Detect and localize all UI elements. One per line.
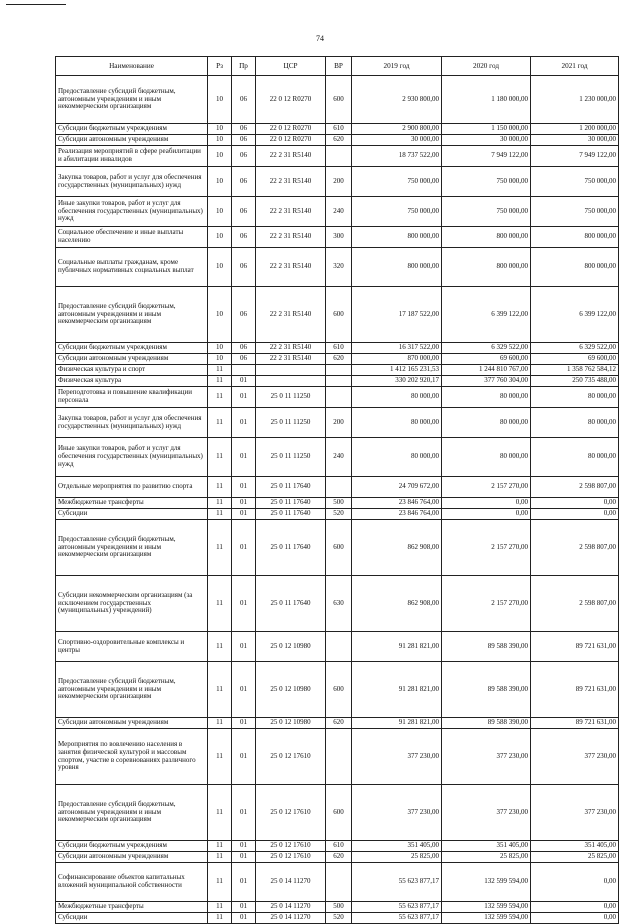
- cell-2020: 69 600,00: [442, 354, 531, 365]
- table-row: [56, 785, 619, 841]
- cell-2021: 0,00: [531, 863, 619, 902]
- cell-pr: 01: [232, 438, 256, 477]
- cell-name: Отдельные мероприятия по развитию спорта: [56, 477, 208, 498]
- cell-pr: 06: [232, 167, 256, 197]
- cell-rz: 11: [208, 365, 232, 376]
- cell-2019: 17 187 522,00: [352, 287, 442, 343]
- cell-2020: 80 000,00: [442, 408, 531, 438]
- cell-name: Субсидии бюджетным учреждениям: [56, 124, 208, 135]
- cell-2019: 55 623 877,17: [352, 902, 442, 913]
- cell-vr: 500: [326, 902, 352, 913]
- cell-pr: 01: [232, 729, 256, 785]
- cell-name: Субсидии некоммерческим организациям (за исключением государственных (муниципальных) учреждений): [56, 576, 208, 632]
- cell-name: Закупка товаров, работ и услуг для обеспечения государственных (муниципальных) нужд: [56, 408, 208, 438]
- cell-2019: 377 230,00: [352, 785, 442, 841]
- cell-name: Межбюджетные трансферты: [56, 902, 208, 913]
- cell-name: Субсидии: [56, 913, 208, 924]
- cell-rz: 11: [208, 576, 232, 632]
- cell-vr: 630: [326, 576, 352, 632]
- cell-name: Предоставление субсидий бюджетным, автономным учреждениям и иным некоммерческим организациям: [56, 76, 208, 124]
- cell-pr: 01: [232, 913, 256, 924]
- cell-rz: 11: [208, 902, 232, 913]
- cell-vr: [326, 376, 352, 387]
- cell-2021: 69 600,00: [531, 354, 619, 365]
- table-row: [56, 387, 619, 408]
- cell-2020: 377 230,00: [442, 785, 531, 841]
- table-row: [56, 197, 619, 227]
- table-body: [56, 76, 619, 924]
- cell-2020: 80 000,00: [442, 438, 531, 477]
- cell-2020: 25 825,00: [442, 852, 531, 863]
- header-2020: 2020 год: [442, 57, 531, 76]
- cell-2021: 800 000,00: [531, 227, 619, 248]
- cell-pr: 01: [232, 509, 256, 520]
- cell-csr: 25 0 11 11250: [256, 387, 326, 408]
- table-row: [56, 354, 619, 365]
- cell-2021: 80 000,00: [531, 387, 619, 408]
- cell-vr: 600: [326, 520, 352, 576]
- cell-2021: 2 598 807,00: [531, 520, 619, 576]
- cell-pr: [232, 365, 256, 376]
- cell-2019: 330 202 920,17: [352, 376, 442, 387]
- cell-2021: 30 000,00: [531, 135, 619, 146]
- cell-vr: [326, 387, 352, 408]
- header-2021: 2021 год: [531, 57, 619, 76]
- cell-csr: 25 0 11 17640: [256, 576, 326, 632]
- cell-2020: 1 150 000,00: [442, 124, 531, 135]
- cell-name: Иные закупки товаров, работ и услуг для обеспечения государственных (муниципальных) нужд: [56, 197, 208, 227]
- cell-csr: 22 2 31 R5140: [256, 197, 326, 227]
- cell-2019: 750 000,00: [352, 167, 442, 197]
- cell-2021: 2 598 807,00: [531, 477, 619, 498]
- cell-2021: 25 825,00: [531, 852, 619, 863]
- cell-vr: 200: [326, 167, 352, 197]
- cell-vr: 600: [326, 785, 352, 841]
- cell-rz: 10: [208, 146, 232, 167]
- cell-rz: 10: [208, 354, 232, 365]
- cell-name: Субсидии автономным учреждениям: [56, 135, 208, 146]
- cell-vr: 600: [326, 287, 352, 343]
- cell-csr: 25 0 11 17640: [256, 509, 326, 520]
- table-row: [56, 852, 619, 863]
- cell-2020: 750 000,00: [442, 167, 531, 197]
- cell-vr: 600: [326, 76, 352, 124]
- cell-pr: 06: [232, 287, 256, 343]
- cell-name: Социальное обеспечение и иные выплаты населению: [56, 227, 208, 248]
- header-name: Наименование: [56, 57, 208, 76]
- cell-name: Предоставление субсидий бюджетным, автономным учреждениям и иным некоммерческим организациям: [56, 662, 208, 718]
- cell-csr: 25 0 12 17610: [256, 785, 326, 841]
- cell-pr: 01: [232, 718, 256, 729]
- cell-2020: 132 599 594,00: [442, 902, 531, 913]
- cell-csr: 22 0 12 R0270: [256, 135, 326, 146]
- cell-2019: 80 000,00: [352, 438, 442, 477]
- cell-2019: 91 281 821,00: [352, 662, 442, 718]
- cell-vr: 320: [326, 248, 352, 287]
- cell-2021: 0,00: [531, 913, 619, 924]
- cell-rz: 10: [208, 287, 232, 343]
- table-row: [56, 287, 619, 343]
- cell-name: Субсидии автономным учреждениям: [56, 852, 208, 863]
- table-row: [56, 365, 619, 376]
- cell-vr: [326, 632, 352, 662]
- cell-pr: 06: [232, 197, 256, 227]
- cell-vr: [326, 146, 352, 167]
- cell-rz: 11: [208, 729, 232, 785]
- cell-2020: 377 760 304,00: [442, 376, 531, 387]
- cell-2021: 7 949 122,00: [531, 146, 619, 167]
- table-row: [56, 498, 619, 509]
- cell-name: Реализация мероприятий в сфере реабилитации и абилитации инвалидов: [56, 146, 208, 167]
- cell-csr: [256, 365, 326, 376]
- cell-2021: 89 721 631,00: [531, 718, 619, 729]
- cell-name: Предоставление субсидий бюджетным, автономным учреждениям и иным некоммерческим организациям: [56, 785, 208, 841]
- cell-2019: 80 000,00: [352, 408, 442, 438]
- cell-2021: 80 000,00: [531, 438, 619, 477]
- cell-2021: 2 598 807,00: [531, 576, 619, 632]
- cell-pr: 01: [232, 852, 256, 863]
- cell-csr: 22 0 12 R0270: [256, 124, 326, 135]
- cell-2020: 132 599 594,00: [442, 863, 531, 902]
- cell-rz: 10: [208, 343, 232, 354]
- table-row: [56, 146, 619, 167]
- cell-rz: 11: [208, 509, 232, 520]
- cell-csr: 25 0 12 17610: [256, 729, 326, 785]
- table-row: [56, 662, 619, 718]
- cell-csr: 25 0 14 11270: [256, 913, 326, 924]
- cell-rz: 11: [208, 662, 232, 718]
- cell-pr: 06: [232, 146, 256, 167]
- cell-pr: 01: [232, 632, 256, 662]
- cell-2020: 132 599 594,00: [442, 913, 531, 924]
- cell-vr: 620: [326, 354, 352, 365]
- cell-rz: 10: [208, 248, 232, 287]
- header-vr: ВР: [326, 57, 352, 76]
- cell-2021: 0,00: [531, 902, 619, 913]
- cell-2021: 6 329 522,00: [531, 343, 619, 354]
- cell-vr: 500: [326, 498, 352, 509]
- cell-2020: 377 230,00: [442, 729, 531, 785]
- cell-pr: 01: [232, 841, 256, 852]
- cell-2020: 30 000,00: [442, 135, 531, 146]
- cell-2021: 250 735 488,00: [531, 376, 619, 387]
- cell-vr: [326, 863, 352, 902]
- cell-csr: 25 0 12 17610: [256, 841, 326, 852]
- cell-csr: 22 2 31 R5140: [256, 248, 326, 287]
- table-row: [56, 376, 619, 387]
- cell-2019: 16 317 522,00: [352, 343, 442, 354]
- cell-rz: 10: [208, 76, 232, 124]
- cell-2021: 800 000,00: [531, 248, 619, 287]
- cell-csr: 25 0 12 10980: [256, 662, 326, 718]
- cell-vr: 610: [326, 124, 352, 135]
- cell-2019: 80 000,00: [352, 387, 442, 408]
- cell-2019: 377 230,00: [352, 729, 442, 785]
- cell-csr: 25 0 11 17640: [256, 477, 326, 498]
- cell-2019: 2 930 800,00: [352, 76, 442, 124]
- cell-vr: [326, 729, 352, 785]
- cell-vr: 600: [326, 662, 352, 718]
- cell-name: Предоставление субсидий бюджетным, автономным учреждениям и иным некоммерческим организациям: [56, 287, 208, 343]
- cell-2021: 351 405,00: [531, 841, 619, 852]
- table-row: [56, 576, 619, 632]
- cell-2019: 750 000,00: [352, 197, 442, 227]
- cell-2019: 1 412 165 231,53: [352, 365, 442, 376]
- cell-rz: 11: [208, 841, 232, 852]
- table-row: [56, 438, 619, 477]
- cell-2021: 0,00: [531, 498, 619, 509]
- budget-table: [55, 56, 619, 924]
- cell-csr: 22 0 12 R0270: [256, 76, 326, 124]
- cell-2019: 23 846 764,00: [352, 498, 442, 509]
- cell-2019: 23 846 764,00: [352, 509, 442, 520]
- cell-2020: 1 244 810 767,00: [442, 365, 531, 376]
- cell-2020: 1 180 000,00: [442, 76, 531, 124]
- cell-2021: 750 000,00: [531, 167, 619, 197]
- cell-rz: 11: [208, 785, 232, 841]
- cell-2019: 800 000,00: [352, 248, 442, 287]
- cell-pr: 06: [232, 76, 256, 124]
- cell-csr: 22 2 31 R5140: [256, 146, 326, 167]
- cell-name: Предоставление субсидий бюджетным, автономным учреждениям и иным некоммерческим организациям: [56, 520, 208, 576]
- cell-csr: 22 2 31 R5140: [256, 343, 326, 354]
- cell-vr: 620: [326, 852, 352, 863]
- cell-2019: 25 825,00: [352, 852, 442, 863]
- cell-rz: 11: [208, 498, 232, 509]
- cell-rz: 11: [208, 520, 232, 576]
- cell-name: Социальные выплаты гражданам, кроме публичных нормативных социальных выплат: [56, 248, 208, 287]
- header-2019: 2019 год: [352, 57, 442, 76]
- cell-2019: 55 623 877,17: [352, 913, 442, 924]
- cell-2019: 24 709 672,00: [352, 477, 442, 498]
- cell-rz: 10: [208, 197, 232, 227]
- cell-rz: 11: [208, 387, 232, 408]
- cell-csr: 22 2 31 R5140: [256, 227, 326, 248]
- table-row: [56, 729, 619, 785]
- table-row: [56, 841, 619, 852]
- cell-2020: 0,00: [442, 498, 531, 509]
- page-number: 74: [316, 34, 324, 43]
- table-row: [56, 76, 619, 124]
- cell-pr: 01: [232, 520, 256, 576]
- cell-pr: 01: [232, 387, 256, 408]
- table-row: [56, 477, 619, 498]
- cell-pr: 01: [232, 902, 256, 913]
- cell-vr: 610: [326, 841, 352, 852]
- cell-vr: 620: [326, 135, 352, 146]
- cell-pr: 01: [232, 863, 256, 902]
- header-rz: Рз: [208, 57, 232, 76]
- cell-name: Мероприятия по вовлечению населения в занятия физической культурой и массовым спортом, участие в соревнованиях различного уровня: [56, 729, 208, 785]
- cell-2021: 1 358 762 584,12: [531, 365, 619, 376]
- cell-2019: 55 623 877,17: [352, 863, 442, 902]
- cell-2019: 2 900 800,00: [352, 124, 442, 135]
- cell-2020: 351 405,00: [442, 841, 531, 852]
- cell-pr: 01: [232, 498, 256, 509]
- cell-2020: 2 157 270,00: [442, 477, 531, 498]
- cell-rz: 11: [208, 477, 232, 498]
- cell-vr: 240: [326, 438, 352, 477]
- cell-rz: 10: [208, 227, 232, 248]
- cell-2019: 862 908,00: [352, 576, 442, 632]
- cell-pr: 01: [232, 376, 256, 387]
- cell-pr: 06: [232, 124, 256, 135]
- cell-vr: 520: [326, 509, 352, 520]
- table-row: [56, 167, 619, 197]
- cell-vr: 610: [326, 343, 352, 354]
- cell-vr: [326, 365, 352, 376]
- cell-pr: 06: [232, 343, 256, 354]
- cell-2020: 89 588 390,00: [442, 718, 531, 729]
- cell-2020: 7 949 122,00: [442, 146, 531, 167]
- cell-vr: 620: [326, 718, 352, 729]
- cell-vr: [326, 477, 352, 498]
- cell-csr: 25 0 12 10980: [256, 718, 326, 729]
- cell-2020: 6 329 522,00: [442, 343, 531, 354]
- cell-name: Межбюджетные трансферты: [56, 498, 208, 509]
- cell-2020: 80 000,00: [442, 387, 531, 408]
- cell-2019: 870 000,00: [352, 354, 442, 365]
- table-row: [56, 863, 619, 902]
- table-row: [56, 408, 619, 438]
- cell-2020: 750 000,00: [442, 197, 531, 227]
- cell-2019: 30 000,00: [352, 135, 442, 146]
- cell-2021: 1 200 000,00: [531, 124, 619, 135]
- cell-csr: 25 0 12 10980: [256, 632, 326, 662]
- cell-rz: 11: [208, 438, 232, 477]
- cell-name: Субсидии автономным учреждениям: [56, 718, 208, 729]
- cell-name: Субсидии: [56, 509, 208, 520]
- cell-rz: 11: [208, 913, 232, 924]
- cell-rz: 11: [208, 376, 232, 387]
- cell-2019: 18 737 522,00: [352, 146, 442, 167]
- cell-name: Иные закупки товаров, работ и услуг для обеспечения государственных (муниципальных) нужд: [56, 438, 208, 477]
- top-rule: [6, 4, 66, 5]
- cell-vr: 200: [326, 408, 352, 438]
- table-row: [56, 632, 619, 662]
- cell-pr: 01: [232, 662, 256, 718]
- cell-2021: 377 230,00: [531, 785, 619, 841]
- cell-csr: 25 0 11 17640: [256, 498, 326, 509]
- table-row: [56, 913, 619, 924]
- cell-rz: 10: [208, 167, 232, 197]
- cell-csr: 25 0 14 11270: [256, 902, 326, 913]
- cell-vr: 520: [326, 913, 352, 924]
- table-row: [56, 227, 619, 248]
- table-row: [56, 135, 619, 146]
- cell-2019: 800 000,00: [352, 227, 442, 248]
- cell-csr: [256, 376, 326, 387]
- cell-rz: 11: [208, 408, 232, 438]
- cell-2021: 0,00: [531, 509, 619, 520]
- cell-csr: 25 0 12 17610: [256, 852, 326, 863]
- cell-csr: 22 2 31 R5140: [256, 287, 326, 343]
- cell-pr: 06: [232, 135, 256, 146]
- cell-pr: 01: [232, 576, 256, 632]
- cell-2020: 800 000,00: [442, 248, 531, 287]
- table-row: [56, 520, 619, 576]
- cell-pr: 06: [232, 248, 256, 287]
- cell-pr: 01: [232, 785, 256, 841]
- table-row: [56, 509, 619, 520]
- table-row: [56, 248, 619, 287]
- cell-name: Закупка товаров, работ и услуг для обеспечения государственных (муниципальных) нужд: [56, 167, 208, 197]
- cell-2020: 2 157 270,00: [442, 576, 531, 632]
- header-pr: Пр: [232, 57, 256, 76]
- cell-csr: 22 2 31 R5140: [256, 167, 326, 197]
- cell-2019: 351 405,00: [352, 841, 442, 852]
- table-row: [56, 902, 619, 913]
- cell-2020: 0,00: [442, 509, 531, 520]
- cell-pr: 06: [232, 354, 256, 365]
- table-row: [56, 718, 619, 729]
- table-row: [56, 343, 619, 354]
- cell-name: Субсидии бюджетным учреждениям: [56, 343, 208, 354]
- cell-csr: 25 0 11 11250: [256, 408, 326, 438]
- table-row: [56, 124, 619, 135]
- cell-name: Переподготовка и повышение квалификации персонала: [56, 387, 208, 408]
- cell-2021: 6 399 122,00: [531, 287, 619, 343]
- cell-2019: 862 908,00: [352, 520, 442, 576]
- cell-csr: 22 2 31 R5140: [256, 354, 326, 365]
- header-row: [56, 57, 619, 76]
- cell-rz: 10: [208, 124, 232, 135]
- cell-rz: 10: [208, 135, 232, 146]
- cell-csr: 25 0 11 17640: [256, 520, 326, 576]
- cell-2021: 750 000,00: [531, 197, 619, 227]
- cell-name: Физическая культура и спорт: [56, 365, 208, 376]
- cell-name: Спортивно-оздоровительные комплексы и центры: [56, 632, 208, 662]
- cell-pr: 01: [232, 477, 256, 498]
- cell-2020: 6 399 122,00: [442, 287, 531, 343]
- cell-name: Софинансирование объектов капитальных вложений муниципальной собственности: [56, 863, 208, 902]
- cell-2020: 2 157 270,00: [442, 520, 531, 576]
- cell-rz: 11: [208, 852, 232, 863]
- cell-2019: 91 281 821,00: [352, 718, 442, 729]
- cell-2021: 89 721 631,00: [531, 632, 619, 662]
- cell-2021: 1 230 000,00: [531, 76, 619, 124]
- cell-2021: 80 000,00: [531, 408, 619, 438]
- cell-name: Субсидии автономным учреждениям: [56, 354, 208, 365]
- cell-name: Субсидии бюджетным учреждениям: [56, 841, 208, 852]
- cell-rz: 11: [208, 863, 232, 902]
- cell-2020: 89 588 390,00: [442, 662, 531, 718]
- cell-rz: 11: [208, 632, 232, 662]
- cell-pr: 06: [232, 227, 256, 248]
- cell-name: Физическая культура: [56, 376, 208, 387]
- cell-2020: 800 000,00: [442, 227, 531, 248]
- cell-2021: 377 230,00: [531, 729, 619, 785]
- cell-2021: 89 721 631,00: [531, 662, 619, 718]
- cell-csr: 25 0 11 11250: [256, 438, 326, 477]
- cell-rz: 11: [208, 718, 232, 729]
- cell-vr: 240: [326, 197, 352, 227]
- cell-vr: 300: [326, 227, 352, 248]
- cell-pr: 01: [232, 408, 256, 438]
- cell-2019: 91 281 821,00: [352, 632, 442, 662]
- cell-2020: 89 588 390,00: [442, 632, 531, 662]
- header-csr: ЦСР: [256, 57, 326, 76]
- cell-csr: 25 0 14 11270: [256, 863, 326, 902]
